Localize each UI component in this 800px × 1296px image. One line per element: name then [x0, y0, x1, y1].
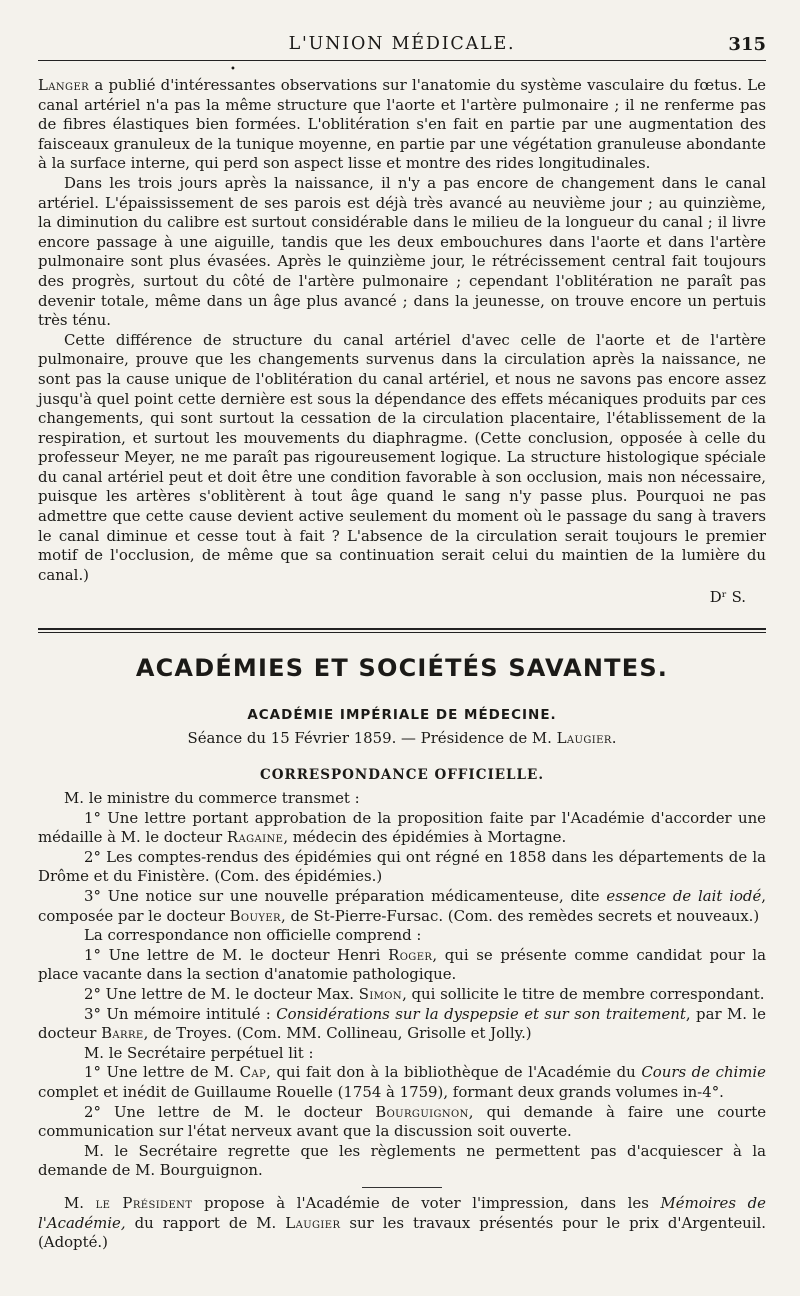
final-text-b: propose à l'Académie de voter l'impression, dans les [192, 1193, 661, 1212]
running-head [38, 0, 766, 75]
secretary-item-1 [38, 1063, 766, 1102]
official-item-1-name: Ragaine [226, 828, 284, 847]
official-item-3-name: Bouyer [229, 906, 281, 925]
paragraph-1-text: a publié d'intéressantes observations sur l'anatomie du système vasculaire du fœtus. Le canal artériel n'a pas la même structure que l'aorte et l'artère pulmonaire ; il ne renferme pas de fibres élastiques bien formées. L'oblitération s'en fait en partie par une augmentation des faisceaux granuleux de la tunique moyenne, en partie par une végétation granuleuse abondante à la surface interne, qui perd son aspect lisse et montre des rides longitudinales. [38, 76, 766, 173]
official-item-3-title: essence de lait iodé [606, 887, 762, 905]
correspondence-title: CORRESPONDANCE OFFICIELLE. [259, 767, 545, 784]
author-name: Langer [38, 76, 90, 94]
secretary-item-1-title: Cours de chimie [641, 1063, 766, 1082]
official-item-3-tail: , de St-Pierre-Fursac. (Com. des remèdes secrets et nouveaux.) [280, 906, 760, 925]
official-item-1-text: 1° Une lettre portant approbation de la proposition faite par l'Académie d'accorder une médaille à M. le docteur [38, 808, 766, 847]
secretary-item-1-name: Cap [239, 1063, 267, 1082]
secretary-line: M. le Secrétaire perpétuel lit : [84, 1043, 314, 1062]
nonofficial-item-1-name: Roger [388, 945, 433, 964]
nonofficial-item-1-text: 1° Une lettre de M. le docteur Henri [84, 945, 389, 964]
secretary-item-1-tail: complet et inédit de Guillaume Rouelle (1754 à 1759), formant deux grands volumes in-4°. [38, 1082, 724, 1101]
nonofficial-item-1 [38, 946, 766, 985]
header-dot: • [230, 64, 236, 75]
secretary-item-2-name: Bourguignon [375, 1102, 469, 1121]
secretary-item-2 [38, 1103, 766, 1142]
page-number: 315 [728, 34, 766, 55]
paragraph-1 [38, 76, 766, 174]
final-text-a: M. [64, 1193, 96, 1212]
nonofficial-item-3-tail: , de Troyes. (Com. MM. Collineau, Grisolle et Jolly.) [143, 1024, 532, 1043]
secretary-item-2-text: 2° Une lettre de M. le docteur [84, 1102, 376, 1121]
final-text-d: sur les travaux présentés pour le prix d'Argenteuil. (Adopté.) [38, 1213, 766, 1252]
secretary-item-2-tail: , qui demande à faire une courte communication sur l'état nerveux avant que la discussion soit ouverte. [38, 1102, 767, 1141]
section-rule-thin [38, 632, 766, 633]
nonofficial-item-3-title: Considérations sur la dyspepsie et sur son traitement [276, 1004, 686, 1023]
session-prefix: Séance du 15 Février 1859. — Présidence de M. [187, 729, 557, 748]
running-title: L'UNION MÉDICALE. [288, 34, 516, 54]
nonofficial-item-3 [38, 1005, 766, 1044]
nonofficial-item-2-text: 2° Une lettre de M. le docteur Max. [84, 984, 359, 1003]
official-item-1-tail: , médecin des épidémies à Mortagne. [283, 828, 567, 847]
official-item-3-text: 3° Une notice sur une nouvelle préparation médicamenteuse, dite [84, 887, 607, 905]
secretary-item-1-mid: , qui fait don à la bibliothèque de l'Académie du [266, 1063, 642, 1082]
session-line [38, 728, 766, 748]
section-title: ACADÉMIES ET SOCIÉTÉS SAVANTES. [135, 654, 669, 683]
official-item-1 [38, 809, 766, 848]
header-rule [38, 60, 766, 61]
section-rule-thick [38, 628, 766, 630]
nonofficial-item-2-name: Simon [358, 984, 403, 1003]
regret-line: M. le Secrétaire regrette que les règlements ne permettent pas d'acquiescer à la demande de M. Bourguignon. [38, 1141, 766, 1180]
signature: Dʳ S. [709, 588, 746, 607]
session-suffix: . [611, 729, 617, 748]
official-item-3-mid: , composée par le docteur [38, 887, 766, 925]
article-body [38, 76, 766, 608]
final-name: Laugier [285, 1213, 341, 1232]
final-paragraph [38, 1194, 766, 1253]
nonofficial-item-1-tail: , qui se présente comme candidat pour la place vacante dans la section d'anatomie pathologique. [38, 945, 766, 984]
official-item-2: 2° Les comptes-rendus des épidémies qui ont régné en 1858 dans les départements de la Drôme et du Finistère. (Com. des épidémies.) [38, 847, 766, 886]
president-name: Laugier [556, 729, 612, 748]
secretary-item-1-text: 1° Une lettre de M. [84, 1063, 240, 1082]
nonofficial-item-2 [38, 985, 766, 1005]
nonofficial-item-3-mid: , par M. le docteur [38, 1004, 766, 1043]
academy-title: ACADÉMIE IMPÉRIALE DE MÉDECINE. [247, 707, 557, 724]
minister-line: M. le ministre du commerce transmet : [64, 789, 360, 808]
nonofficial-item-3-name: Barre [101, 1024, 144, 1043]
final-president: le Président [95, 1193, 193, 1212]
nonofficial-item-3-text: 3° Un mémoire intitulé : [84, 1004, 277, 1023]
nonofficial-item-2-tail: , qui sollicite le titre de membre correspondant. [402, 984, 765, 1003]
final-text-c: du rapport de M. [125, 1213, 286, 1232]
paragraph-3: Cette différence de structure du canal artériel d'avec celle de l'aorte et de l'artère pulmonaire, prouve que les changements survenus dans la circulation après la naissance, ne sont pas la cause unique de l'oblitération du canal artériel, et nous ne savons pas encore assez jusqu'à quel point cette dernière est sous la dépendance des effets mécaniques produits par ces changements, qui sont surtout la cessation de la circulation placentaire, l'établissement de la respiration, et surtout les mouvements du diaphragme. (Cette conclusion, opposée à celle du professeur Meyer, ne me paraît pas rigoureusement logique. La structure histologique spéciale du canal artériel peut et doit être une condition favorable à son occlusion, mais non nécessaire, puisque les artères s'oblitèrent à tout âge quand le sang n'y passe plus. Pourquoi ne pas admettre que cette cause devient active seulement du moment où le passage du sang à travers le canal diminue et cesse tout à fait ? L'absence de la circulation serait toujours le premier motif de l'occlusion, de même que sa continuation serait celui du maintien de la lumière du canal.) [38, 330, 766, 584]
nonofficial-line: La correspondance non officielle comprend : [84, 926, 422, 945]
official-item-3 [38, 887, 766, 926]
separator-rule [362, 1187, 442, 1188]
final-title: Mémoires de l'Académie, [38, 1193, 766, 1232]
paragraph-2: Dans les trois jours après la naissance, il n'y a pas encore de changement dans le canal artériel. L'épaississement de ses parois est déjà très avancé au neuvième jour ; au quinzième, la diminution du calibre est surtout considérable dans le milieu de la longueur du canal ; il livre encore passage à une aiguille, tandis que les deux embouchures dans l'aorte et dans l'artère pulmonaire sont plus évasées. Après le quinzième jour, le rétrécissement central fait toujours des progrès, surtout du côté de l'artère pulmonaire ; cependant l'oblitération ne paraît pas devenir totale, même dans un âge plus avancé ; dans la jeunesse, on trouve encore un pertuis très ténu. [38, 173, 766, 330]
